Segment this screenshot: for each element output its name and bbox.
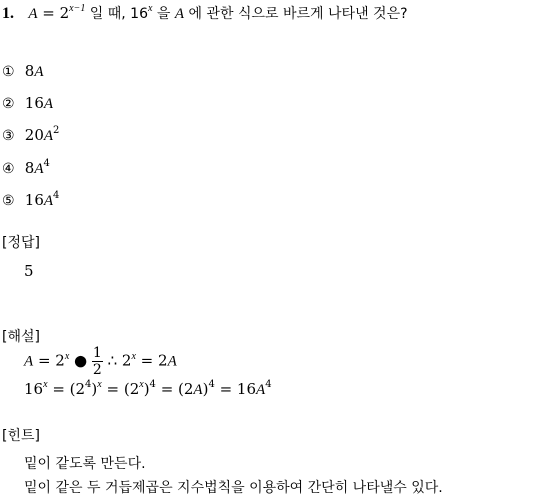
expl-var-a: A bbox=[167, 353, 177, 370]
choice-marker: ⑤ bbox=[2, 193, 15, 209]
expl-var-a: A bbox=[256, 382, 266, 398]
expl-paren: ) bbox=[143, 380, 150, 398]
expl-therefore: ∴ 2 bbox=[102, 351, 132, 370]
choice-1[interactable] bbox=[2, 64, 44, 80]
choice-var: A bbox=[43, 128, 54, 144]
answer-heading: [정답] bbox=[2, 235, 40, 251]
expl-eq: = 16 bbox=[214, 380, 257, 398]
answer-value: 5 bbox=[24, 262, 34, 280]
expl-paren: ) bbox=[91, 380, 98, 398]
question-rest2: 에 관한 식으로 바르게 나타낸 것은? bbox=[184, 6, 408, 22]
hint-heading: [힌트] bbox=[2, 428, 40, 444]
choice-marker: ③ bbox=[2, 128, 15, 144]
explanation-line-1 bbox=[24, 346, 177, 377]
expl-exp-x: x bbox=[43, 379, 48, 390]
question-rest-var: A bbox=[174, 6, 185, 22]
choice-var: A bbox=[34, 64, 44, 80]
choice-var: A bbox=[43, 96, 54, 112]
hint-line-1: 밑이 같도록 만든다. bbox=[24, 456, 146, 472]
choice-coef: 20 bbox=[24, 126, 44, 144]
choice-3[interactable] bbox=[2, 125, 60, 144]
hint-line-2: 밑이 같은 두 거듭제곱은 지수법칙을 이용하여 간단히 나타낼수 있다. bbox=[24, 480, 443, 496]
choice-coef: 16 bbox=[24, 191, 44, 209]
question-equals: = 2 bbox=[37, 4, 70, 22]
expl-eq: = 2 bbox=[33, 351, 65, 370]
explanation-heading: [해설] bbox=[2, 329, 40, 345]
explanation-line-2 bbox=[24, 379, 272, 398]
expl-exp-4: 4 bbox=[265, 379, 272, 390]
expl-paren: ) bbox=[202, 380, 209, 398]
choice-coef: 8 bbox=[24, 62, 35, 80]
choice-2[interactable] bbox=[2, 96, 53, 112]
question-rest1: 을 bbox=[152, 6, 175, 22]
expl-exp-4: 4 bbox=[149, 379, 156, 390]
expl-base: 16 bbox=[24, 380, 44, 398]
choice-var: A bbox=[34, 161, 44, 177]
choice-exp: 4 bbox=[43, 158, 50, 169]
expl-dot: ● bbox=[69, 351, 92, 370]
expl-eq: = (2 bbox=[47, 380, 86, 398]
choice-5[interactable] bbox=[2, 190, 60, 209]
question-line bbox=[2, 3, 408, 22]
fraction-numerator: 1 bbox=[92, 345, 102, 361]
expl-exp-x: x bbox=[97, 379, 102, 390]
expl-exp-x: x bbox=[139, 379, 144, 390]
choice-marker: ① bbox=[2, 64, 15, 80]
question-exponent: x−1 bbox=[69, 3, 86, 14]
expl-eq: = (2 bbox=[155, 380, 194, 398]
expl-exp-x: x bbox=[131, 350, 136, 362]
choice-coef: 16 bbox=[24, 94, 44, 112]
expl-eq: = 2 bbox=[135, 351, 168, 370]
fraction-one-half bbox=[92, 346, 103, 377]
expl-eq: = (2 bbox=[101, 380, 140, 398]
choice-marker: ② bbox=[2, 96, 15, 112]
choice-exp: 2 bbox=[53, 125, 60, 136]
choice-marker: ④ bbox=[2, 161, 15, 177]
question-var: A bbox=[28, 6, 38, 22]
expl-exp-4: 4 bbox=[85, 379, 92, 390]
expl-exp-4: 4 bbox=[208, 379, 215, 390]
choice-4[interactable] bbox=[2, 158, 50, 177]
choice-exp: 4 bbox=[53, 190, 60, 201]
expl-exp-x: x bbox=[64, 350, 70, 362]
choice-coef: 8 bbox=[24, 159, 35, 177]
fraction-denominator: 2 bbox=[92, 362, 102, 378]
expl-var-a: A bbox=[193, 382, 203, 398]
question-when: 일 때, 16 bbox=[85, 6, 148, 22]
choice-var: A bbox=[43, 193, 54, 209]
expl-var-a: A bbox=[24, 353, 34, 370]
question-number: 1. bbox=[2, 5, 14, 22]
question-power-var: x bbox=[148, 3, 153, 14]
